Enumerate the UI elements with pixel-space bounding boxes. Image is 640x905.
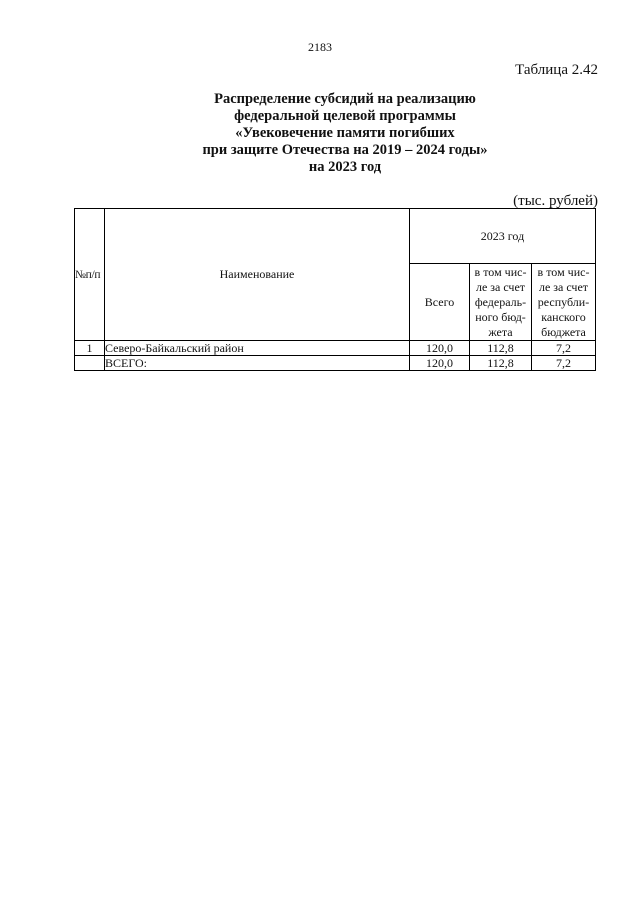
row-name: ВСЕГО: bbox=[105, 356, 410, 371]
subsidy-table bbox=[74, 208, 596, 371]
title-line: на 2023 год bbox=[308, 159, 382, 175]
title-line: «Увековечение памяти погибших bbox=[235, 125, 455, 141]
row-num: 1 bbox=[75, 341, 105, 356]
row-name: Северо-Байкальский район bbox=[105, 341, 410, 356]
header-federal bbox=[470, 264, 532, 341]
header-federal-line: ле за счет bbox=[475, 279, 526, 294]
header-num: №п/п bbox=[75, 209, 105, 341]
header-year: 2023 год bbox=[410, 209, 596, 264]
header-republic-line: канского bbox=[541, 309, 586, 324]
row-federal: 112,8 bbox=[470, 356, 532, 371]
header-federal-line: федераль- bbox=[474, 294, 527, 309]
title-line: федеральной целевой программы bbox=[234, 108, 456, 124]
units-label: (тыс. рублей) bbox=[513, 193, 598, 209]
row-republic: 7,2 bbox=[532, 356, 596, 371]
title-line: при защите Отечества на 2019 – 2024 годы» bbox=[202, 142, 488, 158]
row-republic: 7,2 bbox=[532, 341, 596, 356]
header-name: Наименование bbox=[105, 209, 410, 341]
document-title bbox=[100, 91, 590, 176]
page-number: 2183 bbox=[308, 40, 332, 54]
header-republic bbox=[532, 264, 596, 341]
header-republic-line: республи- bbox=[537, 294, 590, 309]
title-line: Распределение субсидий на реализацию bbox=[214, 91, 476, 107]
row-total: 120,0 bbox=[410, 341, 470, 356]
table-label: Таблица 2.42 bbox=[515, 62, 598, 78]
table-row-total bbox=[75, 356, 596, 371]
table-row bbox=[75, 341, 596, 356]
header-row-1 bbox=[75, 209, 596, 264]
header-republic-line: бюджета bbox=[541, 324, 586, 339]
header-total: Всего bbox=[410, 264, 470, 341]
row-federal: 112,8 bbox=[470, 341, 532, 356]
header-federal-line: в том чис- bbox=[474, 264, 527, 279]
header-federal-line: жета bbox=[488, 324, 513, 339]
header-republic-line: в том чис- bbox=[537, 264, 590, 279]
header-federal-line: ного бюд- bbox=[475, 309, 526, 324]
header-republic-line: ле за счет bbox=[538, 279, 589, 294]
row-total: 120,0 bbox=[410, 356, 470, 371]
row-num bbox=[75, 356, 105, 371]
